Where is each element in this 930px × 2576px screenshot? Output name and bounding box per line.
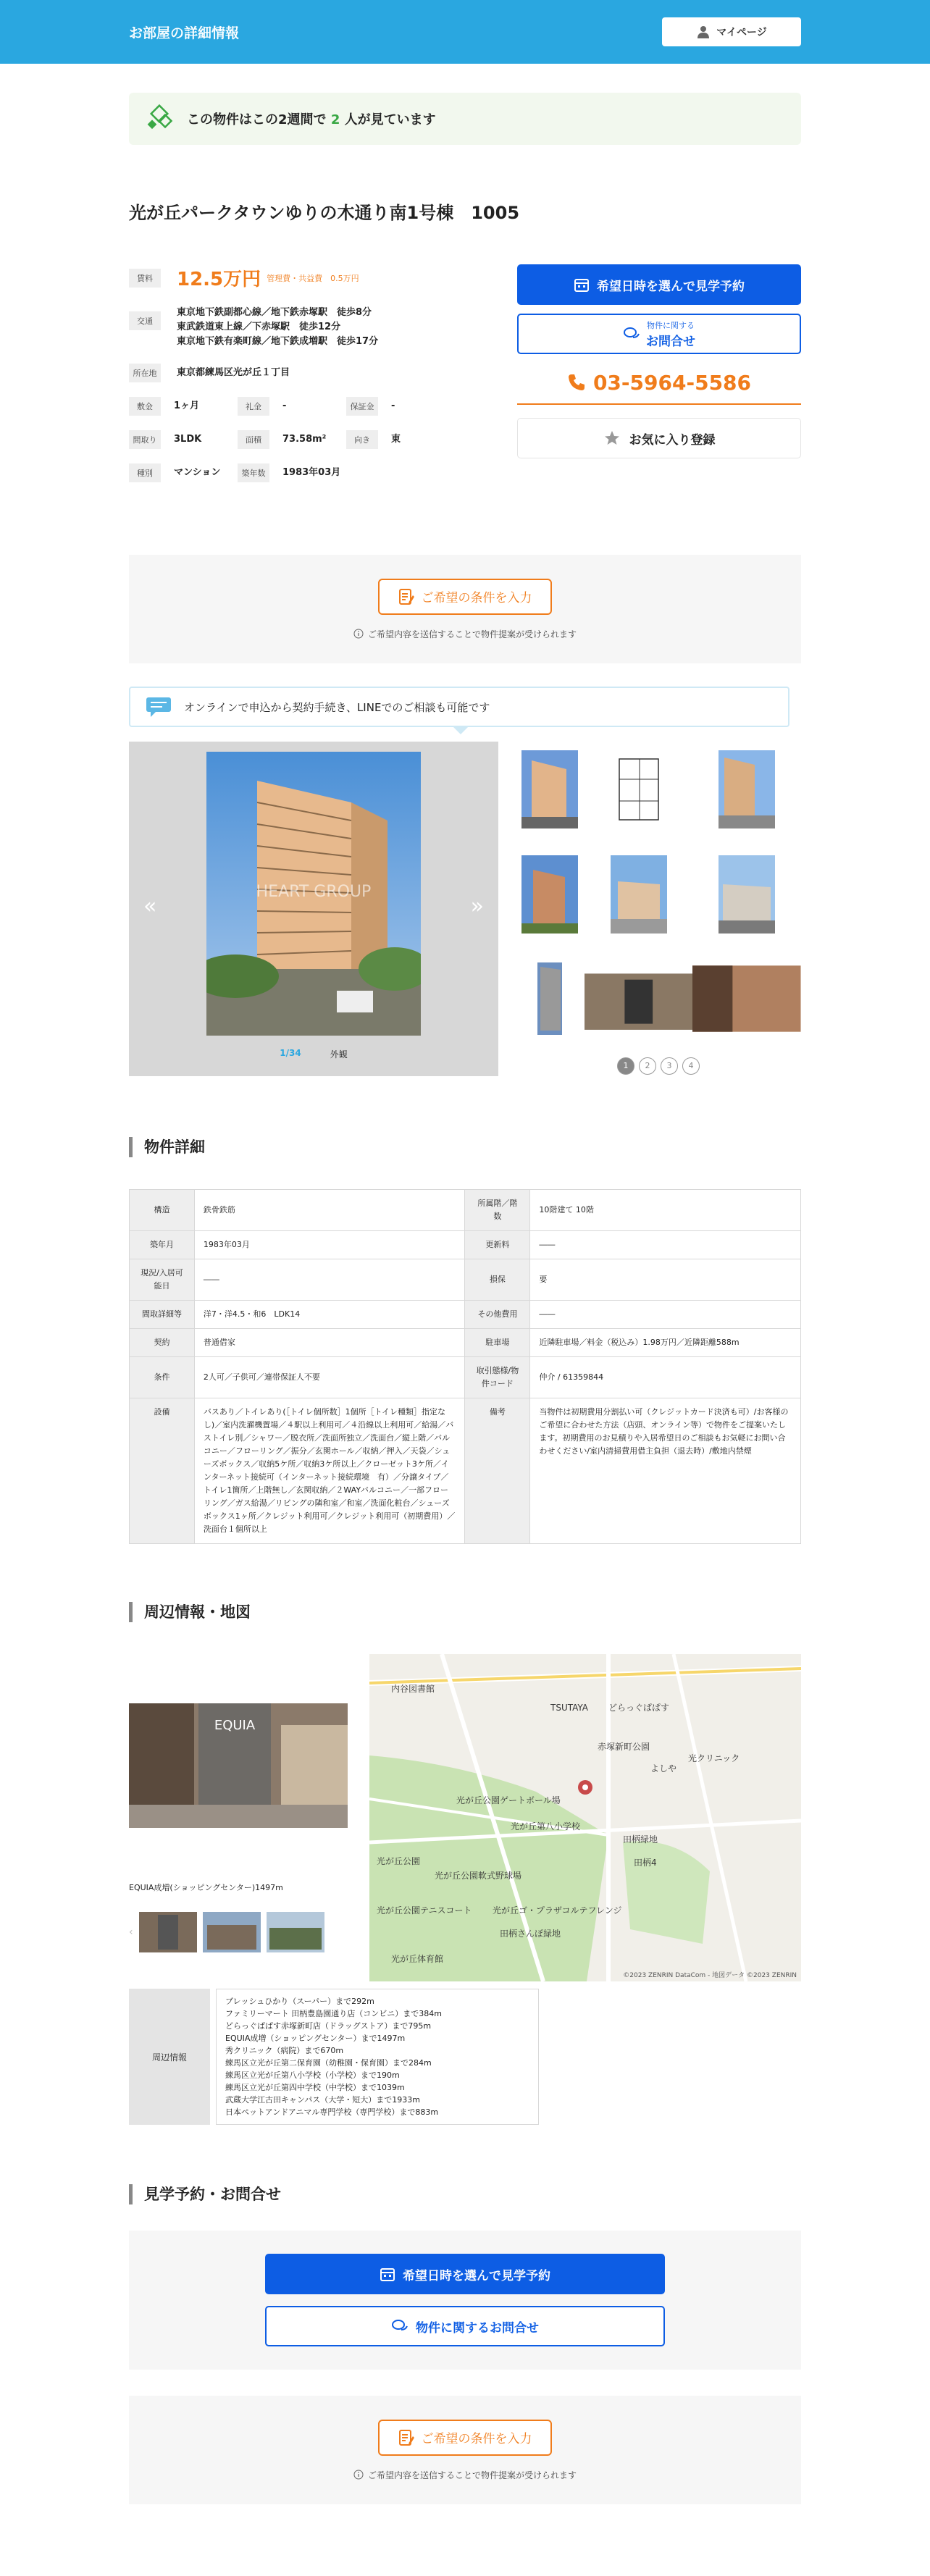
detail-row (130, 1357, 801, 1398)
conditions-note: ご希望内容を送信することで物件提案が受けられます (367, 2470, 577, 2480)
detail-value: 洋7・洋4.5・和6 LDK14 (194, 1301, 465, 1329)
rent-label: 賃料 (129, 269, 161, 288)
detail-value: 要 (530, 1259, 801, 1301)
inquiry-label: 物件に関するお問合せ (416, 2320, 539, 2336)
shop-sign: EQUIA (214, 1718, 256, 1733)
area-value: 73.58m² (282, 434, 327, 445)
page-title: お部屋の詳細情報 (129, 25, 240, 41)
map-label: 田柄4 (634, 1858, 657, 1868)
area-label: 面積 (238, 430, 269, 449)
enter-conditions-button[interactable] (378, 579, 552, 615)
key-money-label: 礼金 (238, 397, 269, 416)
enter-conditions-button[interactable] (378, 2420, 552, 2456)
main-photo-viewer (129, 742, 498, 1076)
detail-label: 損保 (465, 1259, 530, 1301)
banner-text-before: この物件はこの2週間で (187, 112, 327, 127)
detail-label: 取引態様/物件コード (465, 1357, 530, 1398)
detail-row (130, 1398, 801, 1544)
neighborhood-item: 練馬区立光が丘第二保育園（幼稚園・保育園）まで284m (225, 2058, 432, 2068)
photo-thumbnail[interactable] (585, 960, 693, 1038)
detail-value: 仲介 / 61359844 (530, 1357, 801, 1398)
map-credit: ©2023 ZENRIN DataCom - 地図データ ©2023 ZENRIN (623, 1972, 797, 1979)
page-dot[interactable]: 1 (617, 1057, 634, 1075)
neighborhood-item: 武蔵大学江古田キャンパス（大学・短大）まで1933m (225, 2095, 420, 2105)
chat-bubble-icon (145, 696, 172, 718)
conditions-note: ご希望内容を送信することで物件提案が受けられます (367, 629, 577, 639)
layout-value: 3LDK (174, 434, 202, 445)
built-label: 築年数 (238, 463, 269, 482)
property-detail-table (129, 1189, 801, 1544)
detail-value: 当物件は初期費用分割払い可（クレジットカード決済も可）/お客様のご希望に合わせた方法（店頭、オンライン等）で物件をご提案いたします。初期費用のお見積りや入居希望日のご相談もお気軽にお問い合わせください/室内清掃費用借主負担（退去時）/敷地内禁煙 (530, 1398, 801, 1544)
map-label: 光が丘ゴ・プラザコルテフレンジ (493, 1905, 622, 1916)
detail-value: 2人可／子供可／連帯保証人不要 (194, 1357, 465, 1398)
viewer-count: 2 (330, 112, 340, 127)
deposit-value: 1ヶ月 (174, 400, 200, 411)
map-label: 田柄さんぽ緑地 (500, 1929, 561, 1939)
form-icon (398, 2429, 414, 2446)
calendar-icon (574, 277, 590, 293)
neighborhood-item: 練馬区立光が丘第八小学校（小学校）まで190m (225, 2071, 400, 2080)
page-dot[interactable]: 4 (682, 1057, 700, 1075)
map-label: 内谷図書館 (391, 1684, 435, 1694)
detail-label: その他費用 (465, 1301, 530, 1329)
map-label: どらっぐぱぱす (608, 1703, 670, 1713)
map-label: 光が丘公園 (377, 1856, 421, 1866)
detail-value: バスあり／トイレあり(［トイレ個所数］1個所［トイレ種類］指定なし)／室内洗濯機置場／４駅以上利用可／４沿線以上利用可／給湯／バストイレ別／シャワー／脱衣所／洗面所独立／洗面台／縦上階／バルコニー／フローリング／振分／玄関ホール／収納／押入／天袋／シューズボックス／収納5ケ所／収納3ケ所以上／クローゼット3ケ所／インターネット接続可（インターネット接続環境 有）／分譲タイプ／トイレ1箇所／上階無し／玄関収納／２WAYバルコニー／一部フローリング／ガス給湯／リビングの隣和室／和室／洗面化粧台／シューズボックス1ヶ所／クレジット利用可／クレジット利用可（初期費用）／洗面台１個所以上 (194, 1398, 465, 1544)
info-icon (353, 2470, 364, 2480)
photo-watermark: HEART GROUP (256, 883, 372, 901)
detail-row (130, 1301, 801, 1329)
guarantee-label: 保証金 (346, 397, 378, 416)
detail-label: 駐車場 (465, 1329, 530, 1357)
photo-thumbnail[interactable] (585, 855, 693, 934)
visit-reserve-label: 希望日時を選んで見学予約 (597, 279, 745, 294)
detail-label: 条件 (130, 1357, 195, 1398)
detail-row (130, 1329, 801, 1357)
layout-label: 間取り (129, 430, 161, 449)
user-icon (696, 25, 711, 39)
detail-value: ―― (194, 1259, 465, 1301)
direction-value: 東 (391, 434, 401, 445)
rent-value: 12.5万円 (177, 269, 261, 290)
deposit-label: 敷金 (129, 397, 161, 416)
photo-thumbnail[interactable] (516, 960, 585, 1038)
inquiry-sub-label: 物件に関する (647, 320, 695, 330)
conditions-section-bottom (129, 2396, 801, 2504)
type-value: マンション (174, 467, 221, 478)
thumbnail-grid (516, 742, 801, 1076)
management-fee: 管理費・共益費 0.5万円 (267, 273, 359, 283)
detail-value: ―― (530, 1301, 801, 1329)
banner-text-after: 人が見ています (344, 112, 436, 127)
calendar-icon (380, 2266, 395, 2282)
info-icon (353, 629, 364, 639)
detail-row (130, 1259, 801, 1301)
neighborhood-item: どらっぐぱぱす赤塚新町店（ドラッグストア）まで795m (225, 2021, 432, 2031)
chat-icon (623, 326, 640, 342)
photo-thumbnail[interactable] (692, 960, 801, 1038)
photo-counter: 1/34 (280, 1048, 301, 1058)
page-dot[interactable]: 3 (661, 1057, 678, 1075)
detail-label: 所属階／階数 (465, 1190, 530, 1231)
property-specs (129, 264, 491, 497)
detail-row (130, 1190, 801, 1231)
shop-photo[interactable] (129, 1703, 348, 1828)
conditions-section (129, 555, 801, 663)
direction-label: 向き (346, 430, 378, 449)
area-section-title: 周辺情報・地図 (129, 1602, 801, 1622)
detail-section-title: 物件詳細 (129, 1137, 801, 1157)
access-line: 東京地下鉄有楽町線／地下鉄成増駅 徒歩17分 (177, 336, 379, 347)
detail-label: 契約 (130, 1329, 195, 1357)
inquiry-button-bottom[interactable] (265, 2306, 665, 2346)
detail-value: 10階建て 10階 (530, 1190, 801, 1231)
neighborhood-item: ブレッシュひかり（スーパー）まで292m (225, 1997, 374, 2006)
next-photo-arrow[interactable]: » (470, 894, 484, 919)
prev-photo-arrow[interactable]: « (143, 894, 157, 919)
visit-reserve-button-bottom[interactable] (265, 2254, 665, 2294)
shop-caption: EQUIA成増(ショッピングセンター)1497m (129, 1883, 283, 1892)
detail-value: 普通借家 (194, 1329, 465, 1357)
map-label: TSUTAYA (550, 1703, 589, 1713)
detail-label: 設備 (130, 1398, 195, 1544)
map-label: 光が丘公園軟式野球場 (435, 1871, 522, 1881)
shop-thumbnail[interactable] (267, 1912, 324, 1952)
sparkle-icon (145, 104, 175, 134)
phone-number-link[interactable] (517, 361, 801, 405)
neighborhood-item: 秀クリニック（病院）まで670m (225, 2046, 344, 2055)
shop-thumbnail[interactable] (203, 1912, 261, 1952)
map-label: 光が丘体育館 (391, 1954, 444, 1964)
mypage-label: マイページ (716, 27, 767, 38)
detail-value: 近隣駐車場／料金（税込み）1.98万円／近隣距離588m (530, 1329, 801, 1357)
map-label: 光が丘第八小学校 (511, 1821, 581, 1832)
map-pin-icon (578, 1780, 592, 1795)
floorplan-thumbnail[interactable] (585, 750, 693, 828)
detail-label: 現況/入居可能日 (130, 1259, 195, 1301)
photo-thumbnail[interactable] (692, 855, 801, 934)
access-line: 東京地下鉄副都心線／地下鉄赤塚駅 徒歩8分 (177, 307, 372, 318)
photo-thumbnail[interactable] (516, 750, 585, 828)
mypage-button[interactable] (662, 17, 801, 46)
reserve-section-title: 見学予約・お問合せ (129, 2184, 801, 2204)
neighborhood-item: 練馬区立光が丘第四中学校（中学校）まで1039m (225, 2083, 405, 2092)
detail-row (130, 1231, 801, 1259)
visit-reserve-label: 希望日時を選んで見学予約 (403, 2268, 550, 2283)
address-value: 東京都練馬区光が丘１丁目 (177, 367, 290, 378)
address-label: 所在地 (129, 364, 161, 382)
detail-label: 構造 (130, 1190, 195, 1231)
neighborhood-label: 周辺情報 (129, 1989, 210, 2125)
photo-caption: 外観 (330, 1049, 348, 1060)
map-label: 田柄緑地 (623, 1834, 658, 1845)
detail-label: 間取詳細等 (130, 1301, 195, 1329)
map-label: 光が丘公園テニスコート (377, 1905, 472, 1916)
map-label: 光が丘公園ゲートボール場 (456, 1795, 561, 1805)
reserve-section (129, 2231, 801, 2370)
form-icon (398, 588, 414, 605)
star-icon (603, 429, 621, 447)
type-label: 種別 (129, 463, 161, 482)
enter-conditions-label: ご希望の条件を入力 (421, 591, 532, 605)
detail-label: 更新料 (465, 1231, 530, 1259)
detail-value: ―― (530, 1231, 801, 1259)
app-header (0, 0, 930, 64)
neighborhood-item: 日本ペットアンドアニマル専門学校（専門学校）まで883m (225, 2107, 439, 2117)
online-text: オンラインで申込から契約手続き、LINEでのご相談も可能です (184, 700, 490, 714)
access-line: 東武鉄道東上線／下赤塚駅 徒歩12分 (177, 322, 341, 332)
neighborhood-list (216, 1989, 539, 2125)
online-contract-banner[interactable] (129, 687, 789, 727)
building-photo[interactable] (206, 752, 421, 1036)
key-money-value: - (282, 400, 287, 411)
detail-value: 鉄骨鉄筋 (194, 1190, 465, 1231)
access-label: 交通 (129, 311, 161, 330)
favorite-label: お気に入り登録 (629, 432, 716, 448)
detail-label: 築年月 (130, 1231, 195, 1259)
photo-thumbnail[interactable] (692, 750, 801, 828)
viewer-count-banner (129, 93, 801, 145)
phone-icon (567, 373, 586, 392)
photo-thumbnail[interactable] (516, 855, 585, 934)
favorite-button[interactable] (517, 418, 801, 458)
detail-value: 1983年03月 (194, 1231, 465, 1259)
shop-thumbnail[interactable] (139, 1912, 197, 1952)
map-label: よしや (650, 1763, 677, 1774)
guarantee-value: - (391, 400, 395, 411)
neighborhood-item: EQUIA成増（ショッピングセンター）まで1497m (225, 2034, 406, 2043)
area-map[interactable] (369, 1654, 801, 1981)
map-label: 光クリニック (688, 1753, 740, 1763)
phone-number: 03-5964-5586 (592, 370, 752, 395)
map-label: 赤塚新町公園 (598, 1742, 650, 1752)
enter-conditions-label: ご希望の条件を入力 (421, 2432, 532, 2446)
gallery-pagination (516, 1057, 801, 1077)
chat-icon (391, 2318, 409, 2334)
built-value: 1983年03月 (282, 467, 341, 478)
inquiry-label: お問合せ (646, 334, 695, 349)
page-dot[interactable]: 2 (639, 1057, 656, 1075)
property-title: 光が丘パークタウンゆりの木通り南1号棟 1005 (129, 203, 520, 223)
detail-label: 備考 (465, 1398, 530, 1544)
visit-reserve-button[interactable] (517, 264, 801, 305)
inquiry-button[interactable] (517, 314, 801, 354)
prev-shop-arrow[interactable]: ‹ (129, 1926, 133, 1938)
neighborhood-item: ファミリーマート 田柄豊島園通り店（コンビニ）まで384m (225, 2009, 442, 2018)
